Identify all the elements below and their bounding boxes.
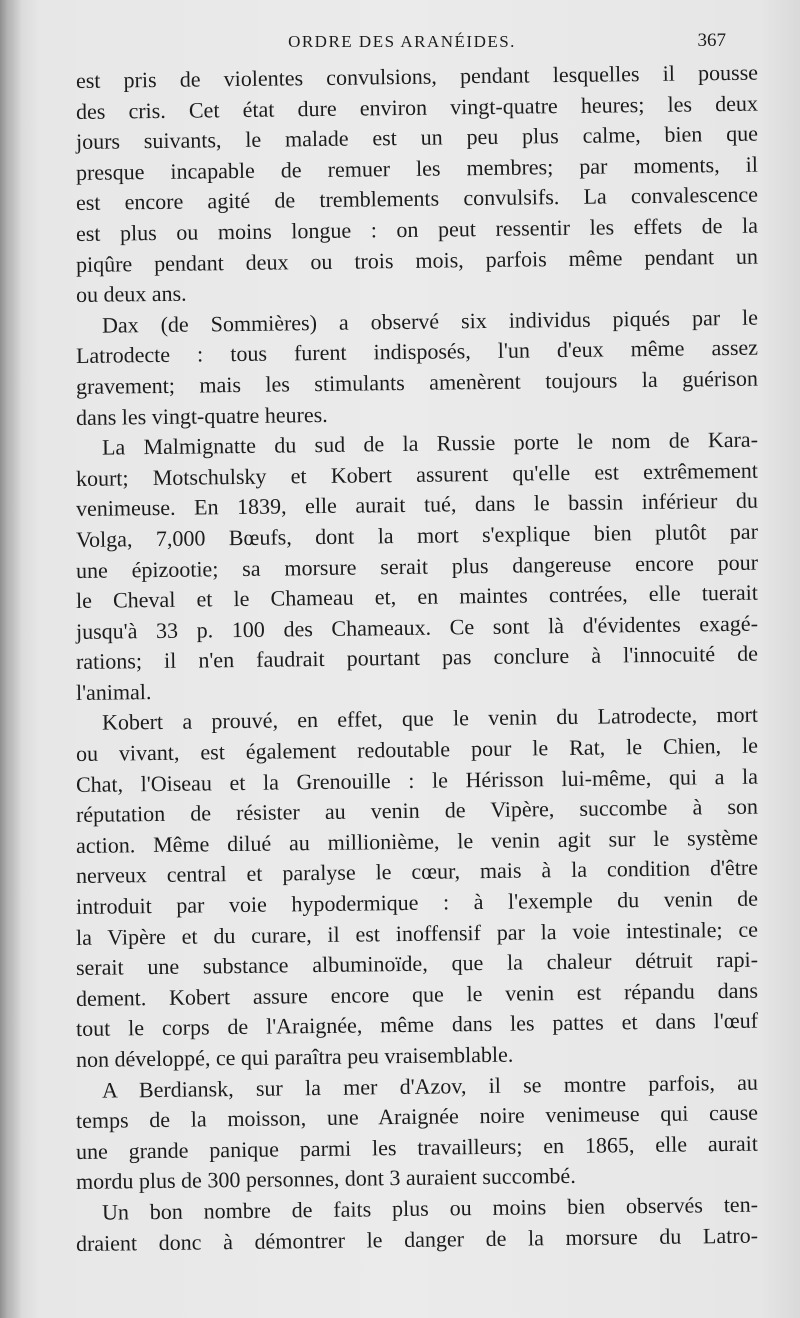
text-line: Latrodecte : tous furent indisposés, l'un d'eux même assez — [75, 335, 759, 369]
text-line: kourt; Motschulsky et Kobert assurent qu'elle est extrêmement — [75, 457, 759, 491]
text-line: des cris. Cet état dure environ vingt-quatre heures; les deux — [75, 90, 759, 124]
text-line: mordu plus de 300 personnes, dont 3 auraient succombé. — [75, 1163, 576, 1195]
text-line: une grande panique parmi les travailleurs; en 1865, elle aurait — [75, 1130, 759, 1164]
text-line: introduit par voie hypodermique : à l'exemple du venin de — [75, 885, 759, 920]
text-line: presque incapable de remuer les membres; par moments, il — [75, 151, 759, 185]
text-line: Chat, l'Oiseau et la Grenouille : le Hérisson lui-même, qui a la — [75, 763, 759, 797]
text-line: temps de la moisson, une Araignée noire venimeuse qui cause — [75, 1099, 759, 1134]
text-line: réputation de résister au venin de Vipère, succombe à son — [75, 793, 759, 828]
text-line: venimeuse. En 1839, elle aurait tué, dans le bassin inférieur du — [75, 487, 759, 522]
text-line: l'animal. — [75, 678, 152, 705]
text-line: dement. Kobert assure encore que le venin est répandu dans — [75, 977, 759, 1011]
text-line: Volga, 7,000 Bœufs, dont la mort s'explique bien plutôt par — [75, 518, 759, 552]
text-line: est encore agité de tremblements convulsifs. La convalescence — [75, 182, 759, 216]
text-line: jours suivants, le malade est un peu plus calme, bien que — [75, 120, 759, 155]
text-line: non développé, ce qui paraîtra peu vraisemblable. — [75, 1041, 514, 1072]
text-line: est plus ou moins longue : on peut ressentir les effets de la — [75, 212, 759, 246]
paragraph-start-line: La Malmignatte du sud de la Russie porte le nom de Kara- — [101, 426, 759, 460]
text-line: le Cheval et le Chameau et, en maintes contrées, elle tuerait — [75, 579, 759, 614]
text-line: dans les vingt-quatre heures. — [75, 401, 328, 430]
running-header — [74, 30, 730, 60]
text-line: ou deux ans. — [75, 280, 187, 308]
text-line: nerveux central et paralyse le cœur, mais à la condition d'être — [75, 855, 759, 889]
text-line: la Vipère et du curare, il est inoffensif par la voie intestinale; ce — [75, 916, 759, 950]
text-line: rations; il n'en faudrait pourtant pas conclure à l'innocuité de — [75, 640, 759, 675]
text-line: serait une substance albuminoïde, que la chaleur détruit rapi- — [75, 946, 759, 981]
text-line: piqûre pendant deux ou trois mois, parfois même pendant un — [75, 243, 759, 277]
paragraph-start-line: Kobert a prouvé, en effet, que le venin du Latrodecte, mort — [101, 702, 759, 736]
paragraph-start-line: Un bon nombre de faits plus ou moins bien observés ten- — [101, 1191, 759, 1225]
binding-shadow — [0, 0, 22, 1318]
text-line: est pris de violentes convulsions, pendant lesquelles il pousse — [75, 59, 759, 93]
text-line: draient donc à démontrer le danger de la morsure du Latro- — [75, 1222, 759, 1256]
text-line: action. Même dilué au millionième, le venin agit sur le système — [75, 824, 759, 858]
text-line: une épizootie; sa morsure serait plus dangereuse encore pour — [75, 549, 759, 583]
text-line: gravement; mais les stimulants amenèrent toujours la guérison — [75, 365, 759, 399]
text-line: ou vivant, est également redoutable pour le Rat, le Chien, le — [75, 732, 759, 767]
paragraph-start-line: A Berdiansk, sur la mer d'Azov, il se montre parfois, au — [101, 1069, 759, 1103]
running-head-title: ORDRE DES ARANÉIDES. — [288, 32, 516, 51]
text-line: jusqu'à 33 p. 100 des Chameaux. Ce sont là d'évidentes exagé- — [75, 610, 759, 644]
body-text — [75, 59, 759, 1259]
paragraph-start-line: Dax (de Sommières) a observé six individus piqués par le — [101, 304, 759, 338]
page-number: 367 — [697, 30, 726, 51]
text-line: tout le corps de l'Araignée, même dans les pattes et dans l'œuf — [75, 1008, 759, 1042]
